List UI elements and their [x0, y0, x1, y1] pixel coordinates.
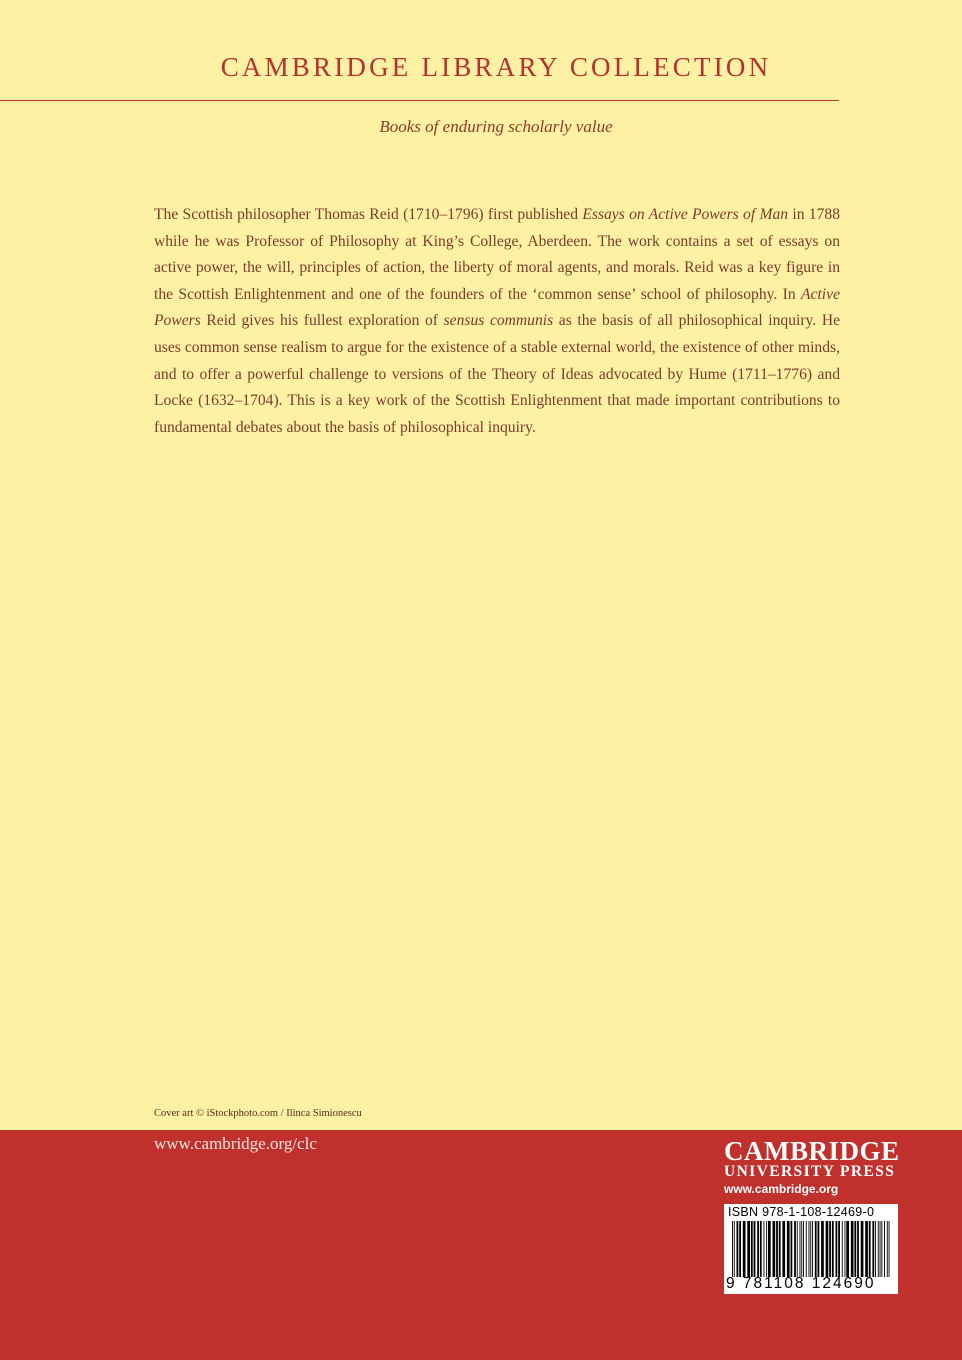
barcode-bar — [766, 1221, 767, 1277]
header-rule — [0, 100, 839, 101]
barcode-bar — [842, 1221, 843, 1277]
barcode-bar — [826, 1221, 829, 1277]
barcode-bar — [846, 1221, 849, 1277]
series-title: CAMBRIDGE LIBRARY COLLECTION — [220, 52, 772, 82]
publisher-url: www.cambridge.org — [724, 1182, 839, 1196]
barcode-bar — [737, 1221, 739, 1277]
barcode-bar — [851, 1221, 854, 1277]
barcode-bar — [760, 1221, 762, 1277]
isbn-label: ISBN 978-1-108-12469-0 — [728, 1205, 875, 1219]
barcode-bar — [881, 1221, 882, 1277]
barcode-bar — [836, 1221, 838, 1277]
barcode-bar — [743, 1221, 746, 1277]
barcode-bar — [829, 1221, 831, 1277]
barcode-bar — [791, 1221, 793, 1277]
barcode-bar — [747, 1221, 750, 1277]
barcode-bar — [809, 1221, 810, 1277]
barcode-bar — [732, 1221, 733, 1277]
barcode-bar — [889, 1221, 890, 1277]
barcode-bar — [861, 1221, 864, 1277]
barcode-bar — [797, 1221, 798, 1277]
barcode-bar — [815, 1221, 817, 1277]
barcode-bar — [739, 1221, 741, 1277]
barcode-bar — [794, 1221, 796, 1277]
barcode-bar — [832, 1221, 834, 1277]
barcode-bar — [782, 1221, 785, 1277]
barcode-bar — [810, 1221, 811, 1277]
barcode-bar — [776, 1221, 778, 1277]
barcode-bar — [818, 1221, 820, 1277]
isbn-barcode — [724, 1204, 898, 1294]
barcode-bar — [734, 1221, 735, 1277]
barcode-bar — [768, 1221, 771, 1277]
publisher-logo-name: CAMBRIDGE — [724, 1136, 900, 1166]
barcode-bar — [787, 1221, 790, 1277]
barcode-bar — [887, 1221, 888, 1277]
barcode-bar — [880, 1221, 881, 1277]
barcode-bar — [865, 1221, 868, 1277]
barcode-bar — [875, 1221, 876, 1277]
barcode-bars — [730, 1221, 892, 1277]
barcode-bar — [821, 1221, 824, 1277]
series-url: www.cambridge.org/clc — [154, 1134, 317, 1153]
barcode-bar — [754, 1221, 756, 1277]
book-description: The Scottish philosopher Thomas Reid (1710–1796) first published Essays on Active Powers of Man in 1788 while he was Professor of Philosophy at King’s College, Aberdeen. The work contains a set of essays on active power, the will, principles of action, the liberty of moral agents, and morals. Reid was a key figure in the Scottish Enlightenment and one of the founders of the ‘common sense’ school of philosophy. In Active Powers Reid gives his fullest exploration of sensus communis as the basis of all philosophical inquiry. He uses common sense realism to argue for the existence of a stable external world, the existence of other minds, and to offer a powerful challenge to versions of the Theory of Ideas advocated by Hume (1711–1776) and Locke (1632–1704). This is a key work of the Scottish Enlightenment that made important contributions to fundamental debates about the basis of philosophical inquiry. — [154, 206, 841, 436]
barcode-bar — [800, 1221, 801, 1277]
series-tagline: Books of enduring scholarly value — [379, 117, 613, 136]
barcode-bar — [764, 1221, 765, 1277]
barcode-bar — [812, 1221, 813, 1277]
barcode-bar — [806, 1221, 807, 1277]
barcode-bar — [779, 1221, 781, 1277]
publisher-logo-subtitle: UNIVERSITY PRESS — [724, 1163, 896, 1180]
cover-art-credit: Cover art © iStockphoto.com / Ilinca Simionescu — [154, 1108, 362, 1119]
barcode-bar — [872, 1221, 874, 1277]
barcode-bar — [803, 1221, 804, 1277]
barcode-digits: 9 781108 124690 — [726, 1275, 876, 1292]
barcode-bar — [854, 1221, 856, 1277]
barcode-bar — [884, 1221, 885, 1277]
barcode-bar — [773, 1221, 776, 1277]
barcode-bar — [838, 1221, 840, 1277]
barcode-bar — [757, 1221, 759, 1277]
barcode-bar — [869, 1221, 871, 1277]
barcode-bar — [857, 1221, 859, 1277]
barcode-bar — [801, 1221, 802, 1277]
barcode-bar — [845, 1221, 846, 1277]
barcode-bar — [751, 1221, 753, 1277]
barcode-bar — [878, 1221, 879, 1277]
